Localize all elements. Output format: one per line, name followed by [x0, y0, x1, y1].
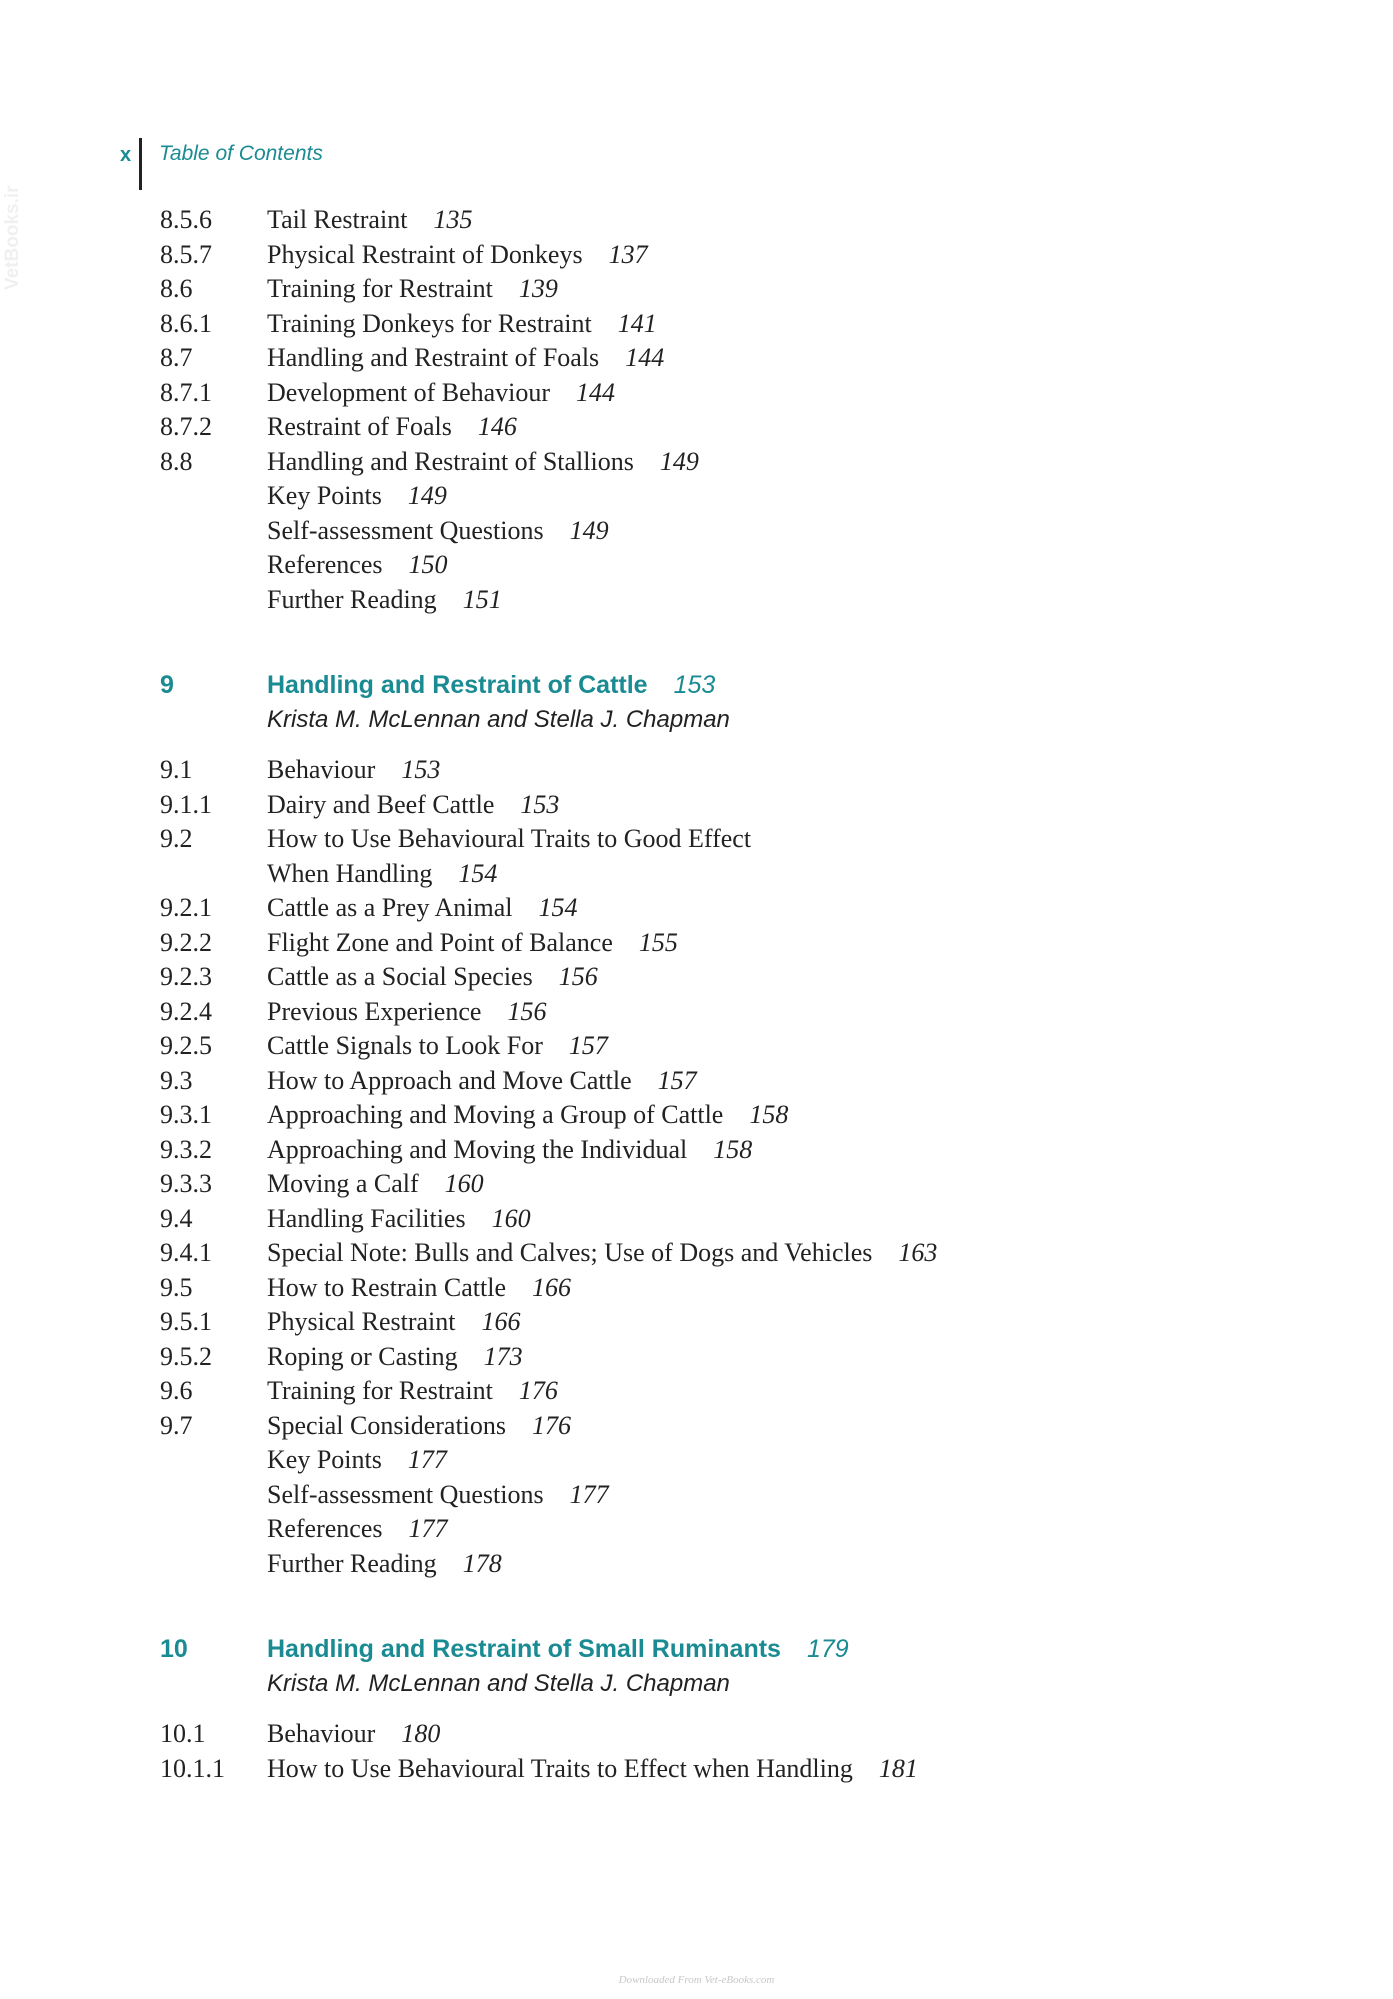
entry-title: Training for Restraint: [267, 274, 493, 303]
entry-page-number: 144: [625, 343, 665, 372]
chapter-spacer: [160, 617, 1260, 668]
entry-title: How to Use Behavioural Traits to Good Effect: [267, 824, 752, 853]
entry-number: 9.5.1: [160, 1307, 212, 1336]
entry-title: Behaviour: [267, 755, 376, 784]
entry-title: Key Points: [267, 1445, 382, 1474]
entry-number: 8.7.2: [160, 412, 212, 441]
authors-spacer: [160, 1701, 1260, 1717]
toc-entry[interactable]: [160, 583, 1260, 618]
toc-entry[interactable]: [160, 479, 1260, 514]
entry-page-number: 157: [568, 1031, 608, 1060]
entry-title: Key Points: [267, 481, 382, 510]
entry-title-line: [267, 1064, 697, 1099]
chapter-authors-row: [160, 703, 1260, 738]
entry-number: 9.2.5: [160, 1031, 212, 1060]
toc-entry[interactable]: [160, 753, 1260, 788]
entry-title-line: [267, 1443, 447, 1478]
toc-entry[interactable]: [160, 307, 1260, 342]
entry-title-line: [267, 307, 657, 342]
entry-number: 10.1: [160, 1719, 206, 1748]
entry-title-line: [267, 341, 664, 376]
toc-entry[interactable]: [160, 1717, 1260, 1752]
entry-page-number: 176: [518, 1376, 558, 1405]
entry-title: Physical Restraint: [267, 1307, 456, 1336]
toc-entry[interactable]: [160, 445, 1260, 480]
entry-title: Training for Restraint: [267, 1376, 493, 1405]
entry-number: 9.2.1: [160, 893, 212, 922]
chapter-page-number: 179: [806, 1635, 849, 1663]
toc-entry[interactable]: [160, 1236, 1260, 1271]
toc-entry[interactable]: [160, 1202, 1260, 1237]
chapter-title-text: Handling and Restraint of Small Ruminants: [267, 1635, 781, 1663]
entry-title-line: [267, 410, 517, 445]
toc-entry[interactable]: [160, 926, 1260, 961]
entry-page-number: 153: [520, 789, 560, 819]
entry-title: Handling and Restraint of Stallions: [267, 446, 634, 476]
toc-entry[interactable]: [160, 1752, 1260, 1787]
entry-page-number: 157: [657, 1065, 697, 1095]
entry-title-line: [267, 445, 699, 480]
toc-entry[interactable]: [160, 857, 1260, 892]
entry-page-number: 154: [538, 893, 578, 922]
entry-page-number: 156: [558, 962, 598, 991]
entry-number: 9.7: [160, 1410, 193, 1440]
toc-entry[interactable]: [160, 1305, 1260, 1340]
entry-title-line: [267, 995, 546, 1030]
toc-entry[interactable]: [160, 341, 1260, 376]
entry-page-number: 149: [407, 481, 447, 510]
chapter-spacer: [160, 1581, 1260, 1632]
toc-entry[interactable]: [160, 514, 1260, 549]
entry-title: Dairy and Beef Cattle: [267, 789, 495, 819]
entry-title-line: [267, 376, 615, 411]
entry-page-number: 177: [408, 1514, 448, 1543]
entry-page-number: 166: [481, 1307, 521, 1336]
entry-number: 8.8: [160, 446, 193, 476]
toc-entry[interactable]: [160, 822, 1260, 857]
toc-entry[interactable]: [160, 1374, 1260, 1409]
toc-entry[interactable]: [160, 1029, 1260, 1064]
entry-title-line: [267, 1133, 752, 1168]
entry-title: Special Considerations: [267, 1410, 507, 1440]
entry-number: 8.7: [160, 343, 193, 372]
entry-title-line: [267, 1236, 937, 1271]
entry-page-number: 178: [462, 1548, 502, 1578]
toc-entry[interactable]: [160, 1443, 1260, 1478]
entry-page-number: 176: [532, 1410, 572, 1440]
entry-title-line: [267, 1340, 523, 1375]
entry-number: 9.4: [160, 1203, 193, 1233]
entry-title-line: [267, 1409, 571, 1444]
entry-number: 9.6: [160, 1376, 193, 1405]
entry-number: 9.2: [160, 824, 193, 853]
toc-entry[interactable]: [160, 960, 1260, 995]
entry-page-number: 173: [483, 1341, 523, 1371]
entry-number: 9.4.1: [160, 1238, 212, 1267]
toc-entry[interactable]: [160, 376, 1260, 411]
chapter-authors: Krista M. McLennan and Stella J. Chapman: [267, 705, 730, 733]
entry-title: Moving a Calf: [267, 1169, 419, 1198]
entry-page-number: 141: [617, 308, 657, 338]
toc-entry[interactable]: [160, 788, 1260, 823]
toc-entry[interactable]: [160, 238, 1260, 273]
entry-title: Approaching and Moving the Individual: [267, 1134, 688, 1164]
entry-page-number: 177: [569, 1479, 609, 1509]
entry-title: Development of Behaviour: [267, 377, 551, 407]
entry-page-number: 149: [569, 515, 609, 545]
entry-title-line: [267, 548, 447, 583]
entry-title: Approaching and Moving a Group of Cattle: [267, 1100, 724, 1129]
entry-page-number: 151: [462, 584, 502, 614]
toc-entry[interactable]: [160, 410, 1260, 445]
toc-entry[interactable]: [160, 1547, 1260, 1582]
entry-title: References: [267, 1514, 383, 1543]
entry-page-number: 139: [518, 274, 558, 303]
entry-page-number: 160: [444, 1169, 484, 1198]
entry-page-number: 146: [477, 412, 517, 441]
entry-page-number: 177: [407, 1445, 447, 1474]
entry-page-number: 181: [878, 1753, 918, 1783]
entry-page-number: 135: [433, 205, 473, 234]
entry-title: How to Approach and Move Cattle: [267, 1065, 632, 1095]
entry-number: 9.1: [160, 755, 193, 784]
entry-page-number: 163: [898, 1238, 938, 1267]
entry-page-number: 166: [532, 1272, 572, 1302]
toc-entry[interactable]: [160, 1098, 1260, 1133]
toc-entry[interactable]: [160, 203, 1260, 238]
entry-page-number: 158: [749, 1100, 789, 1129]
entry-title: Handling Facilities: [267, 1203, 466, 1233]
chapter-title: [267, 668, 715, 703]
entry-title-line: [267, 1305, 520, 1340]
entry-number: 9.2.4: [160, 996, 212, 1026]
entry-title-line: [267, 1547, 502, 1582]
toc-entry[interactable]: [160, 995, 1260, 1030]
entry-title-line: [267, 1478, 609, 1513]
entry-page-number: 150: [408, 550, 448, 579]
entry-number: 9.3.2: [160, 1134, 212, 1164]
entry-page-number: 155: [638, 927, 678, 957]
entry-title: Self-assessment Questions: [267, 515, 544, 545]
entry-title: When Handling: [267, 858, 433, 888]
entry-page-number: 180: [401, 1719, 441, 1748]
toc-entry[interactable]: [160, 1271, 1260, 1306]
entry-title: Handling and Restraint of Foals: [267, 343, 600, 372]
entry-title-line: [267, 1512, 447, 1547]
entry-title: Cattle Signals to Look For: [267, 1031, 543, 1060]
entry-title: How to Use Behavioural Traits to Effect when Handling: [267, 1753, 853, 1783]
entry-number: 9.3.3: [160, 1169, 212, 1198]
entry-title-line: [267, 857, 497, 892]
chapter-title: [267, 1632, 849, 1667]
entry-title-line: [267, 1374, 558, 1409]
entry-title: Roping or Casting: [267, 1341, 458, 1371]
entry-title: Training Donkeys for Restraint: [267, 308, 592, 338]
toc-entry[interactable]: [160, 1133, 1260, 1168]
toc-entry[interactable]: [160, 1409, 1260, 1444]
entry-title: References: [267, 550, 383, 579]
entry-title-line: [267, 1029, 608, 1064]
entry-number: 9.5.2: [160, 1341, 212, 1371]
authors-spacer: [160, 737, 1260, 753]
entry-number: 8.5.6: [160, 205, 212, 234]
toc-entry[interactable]: [160, 891, 1260, 926]
chapter-authors-row: [160, 1667, 1260, 1702]
toc-entry[interactable]: [160, 1064, 1260, 1099]
entry-title: Cattle as a Social Species: [267, 962, 533, 991]
entry-title-line: [267, 822, 777, 857]
entry-title: Cattle as a Prey Animal: [267, 893, 513, 922]
footer-watermark: Downloaded From Vet-eBooks.com: [618, 1974, 775, 1986]
entry-number: 9.5: [160, 1272, 193, 1302]
entry-title-line: [267, 514, 609, 549]
entry-number: 8.6.1: [160, 308, 212, 338]
entry-title-line: [267, 926, 678, 961]
entry-title: Behaviour: [267, 1719, 376, 1748]
chapter-number: 10: [160, 1635, 188, 1663]
entry-title: Previous Experience: [267, 996, 482, 1026]
entry-title-line: [267, 203, 472, 238]
entry-title-line: [267, 891, 578, 926]
entry-page-number: 149: [659, 446, 699, 476]
page-number: x: [120, 144, 132, 166]
entry-title: Tail Restraint: [267, 205, 408, 234]
entry-title: Physical Restraint of Donkeys: [267, 239, 583, 269]
running-title: Table of Contents: [159, 142, 323, 165]
entry-title-line: [267, 1202, 531, 1237]
chapter-number: 9: [160, 671, 174, 699]
toc-entry[interactable]: [160, 272, 1260, 307]
entry-page-number: 137: [608, 239, 648, 269]
entry-title-line: [267, 960, 598, 995]
entry-title-line: [267, 1271, 571, 1306]
entry-page-number: 158: [713, 1134, 753, 1164]
entry-number: 9.1.1: [160, 789, 212, 819]
entry-title-line: [267, 479, 447, 514]
chapter-heading[interactable]: [160, 668, 1260, 703]
entry-title-line: [267, 1752, 918, 1787]
entry-number: 8.6: [160, 274, 193, 303]
entry-number: 9.3.1: [160, 1100, 212, 1129]
entry-title-line: [267, 1098, 788, 1133]
entry-number: 9.2.2: [160, 927, 212, 957]
toc-entry[interactable]: [160, 548, 1260, 583]
entry-page-number: 153: [401, 755, 441, 784]
entry-number: 9.2.3: [160, 962, 212, 991]
table-of-contents: [160, 203, 1260, 1786]
entry-title: Self-assessment Questions: [267, 1479, 544, 1509]
entry-title: Further Reading: [267, 584, 437, 614]
entry-title-line: [267, 272, 558, 307]
chapter-title-text: Handling and Restraint of Cattle: [267, 671, 648, 699]
side-watermark: VetBooks.ir: [2, 185, 23, 290]
entry-page-number: 160: [491, 1203, 531, 1233]
entry-title: Restraint of Foals: [267, 412, 452, 441]
entry-number: 8.7.1: [160, 377, 212, 407]
entry-title-line: [267, 238, 648, 273]
toc-entry[interactable]: [160, 1478, 1260, 1513]
entry-page-number: 156: [507, 996, 547, 1026]
entry-page-number: 154: [458, 858, 498, 888]
entry-title-line: [267, 1717, 440, 1752]
chapter-authors: Krista M. McLennan and Stella J. Chapman: [267, 1669, 730, 1697]
entry-title: How to Restrain Cattle: [267, 1272, 507, 1302]
entry-title-line: [267, 583, 502, 618]
entry-page-number: 144: [576, 377, 616, 407]
header-rule: [139, 138, 142, 190]
entry-title: Special Note: Bulls and Calves; Use of Dogs and Vehicles: [267, 1238, 873, 1267]
entry-number: 9.3: [160, 1065, 193, 1095]
entry-title-line: [267, 1167, 484, 1202]
toc-entry[interactable]: [160, 1340, 1260, 1375]
entry-number: 8.5.7: [160, 239, 212, 269]
entry-number: 10.1.1: [160, 1753, 225, 1783]
entry-title: Flight Zone and Point of Balance: [267, 927, 613, 957]
entry-title: Further Reading: [267, 1548, 437, 1578]
chapter-page-number: 153: [673, 671, 716, 699]
toc-entry[interactable]: [160, 1167, 1260, 1202]
toc-entry[interactable]: [160, 1512, 1260, 1547]
chapter-heading[interactable]: [160, 1632, 1260, 1667]
entry-title-line: [267, 753, 440, 788]
entry-title-line: [267, 788, 559, 823]
